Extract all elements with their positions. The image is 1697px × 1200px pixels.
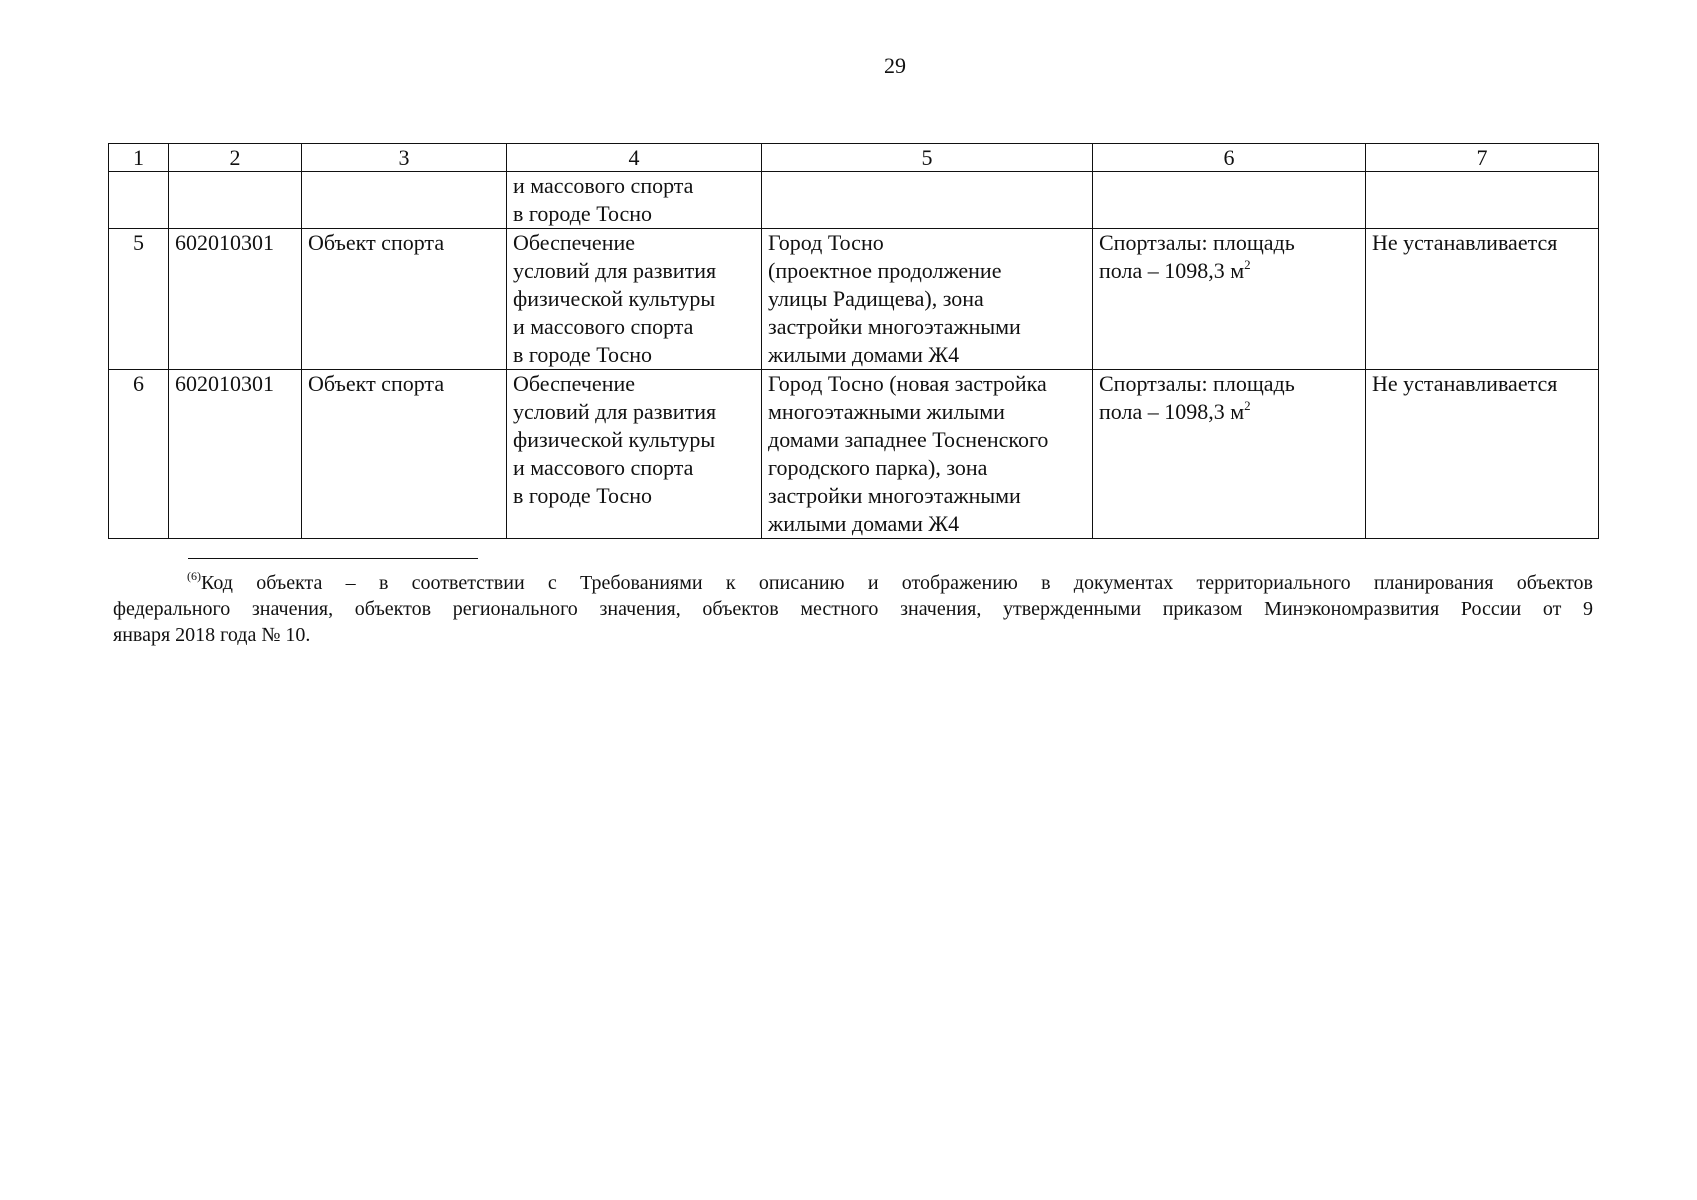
location-line: многоэтажными жилыми — [768, 399, 1005, 424]
object-code-cell — [169, 172, 302, 229]
column-header: 5 — [762, 144, 1093, 172]
column-header: 1 — [109, 144, 169, 172]
purpose-line: в городе Тосно — [513, 483, 653, 508]
column-header: 6 — [1093, 144, 1366, 172]
footnote-separator — [188, 558, 478, 559]
footnote — [113, 570, 1593, 648]
zone-cell — [1366, 172, 1599, 229]
purpose-cell — [507, 229, 762, 370]
table-row — [109, 229, 1599, 370]
purpose-line: в городе Тосно — [513, 201, 653, 226]
location-line: (проектное продолжение — [768, 258, 1002, 283]
table-row — [109, 370, 1599, 539]
capacity-line — [1099, 398, 1359, 426]
location-line: городского парка), зона — [768, 455, 988, 480]
location-line: жилыми домами Ж4 — [768, 342, 960, 367]
capacity-line: Спортзалы: площадь — [1099, 371, 1295, 396]
footnote-line — [113, 570, 1593, 596]
purpose-cell — [507, 370, 762, 539]
unit-superscript: 2 — [1244, 257, 1251, 272]
location-line: Город Тосно (новая застройка — [768, 371, 1047, 396]
objects-table — [108, 143, 1599, 539]
capacity-cell — [1093, 370, 1366, 539]
purpose-line: и массового спорта — [513, 455, 694, 480]
footnote-line: января 2018 года № 10. — [113, 624, 311, 646]
row-number-cell: 5 — [109, 229, 169, 370]
zone-cell: Не устанавливается — [1366, 229, 1599, 370]
capacity-value: пола – 1098,3 м — [1099, 399, 1245, 424]
purpose-line: физической культуры — [513, 286, 716, 311]
location-line: улицы Радищева), зона — [768, 286, 984, 311]
row-number-cell — [109, 172, 169, 229]
table-header-row — [109, 144, 1599, 172]
purpose-cell — [507, 172, 762, 229]
row-number-cell: 6 — [109, 370, 169, 539]
location-cell — [762, 172, 1093, 229]
column-header: 4 — [507, 144, 762, 172]
object-type-cell: Объект спорта — [302, 370, 507, 539]
object-type-cell — [302, 172, 507, 229]
location-line: жилыми домами Ж4 — [768, 511, 960, 536]
capacity-cell — [1093, 229, 1366, 370]
purpose-line: физической культуры — [513, 427, 716, 452]
location-line: застройки многоэтажными — [768, 483, 1021, 508]
purpose-line: и массового спорта — [513, 173, 694, 198]
location-line: застройки многоэтажными — [768, 314, 1021, 339]
capacity-line — [1099, 257, 1359, 285]
zone-cell: Не устанавливается — [1366, 370, 1599, 539]
location-line: Город Тосно — [768, 230, 884, 255]
purpose-line: Обеспечение — [513, 371, 635, 396]
unit-superscript: 2 — [1244, 398, 1251, 413]
location-cell — [762, 370, 1093, 539]
object-code-cell: 602010301 — [169, 229, 302, 370]
column-header: 2 — [169, 144, 302, 172]
page-number: 29 — [884, 53, 906, 78]
purpose-line: условий для развития — [513, 399, 717, 424]
footnote-text: Код объекта – в соответствии с Требованиями к описанию и отображению в документах территориального планирования объектов — [201, 572, 1593, 594]
location-cell — [762, 229, 1093, 370]
capacity-line: Спортзалы: площадь — [1099, 230, 1295, 255]
column-header: 3 — [302, 144, 507, 172]
object-code-cell: 602010301 — [169, 370, 302, 539]
footnote-marker: (6) — [187, 569, 201, 583]
purpose-line: условий для развития — [513, 258, 717, 283]
purpose-line: и массового спорта — [513, 314, 694, 339]
column-header: 7 — [1366, 144, 1599, 172]
location-line: домами западнее Тосненского — [768, 427, 1049, 452]
purpose-line: Обеспечение — [513, 230, 635, 255]
table-row — [109, 172, 1599, 229]
purpose-line: в городе Тосно — [513, 342, 653, 367]
object-type-cell: Объект спорта — [302, 229, 507, 370]
capacity-cell — [1093, 172, 1366, 229]
footnote-line: федерального значения, объектов регионального значения, объектов местного значения, утвержденными приказом Минэкономразвития России от 9 — [113, 598, 1593, 620]
capacity-value: пола – 1098,3 м — [1099, 258, 1245, 283]
